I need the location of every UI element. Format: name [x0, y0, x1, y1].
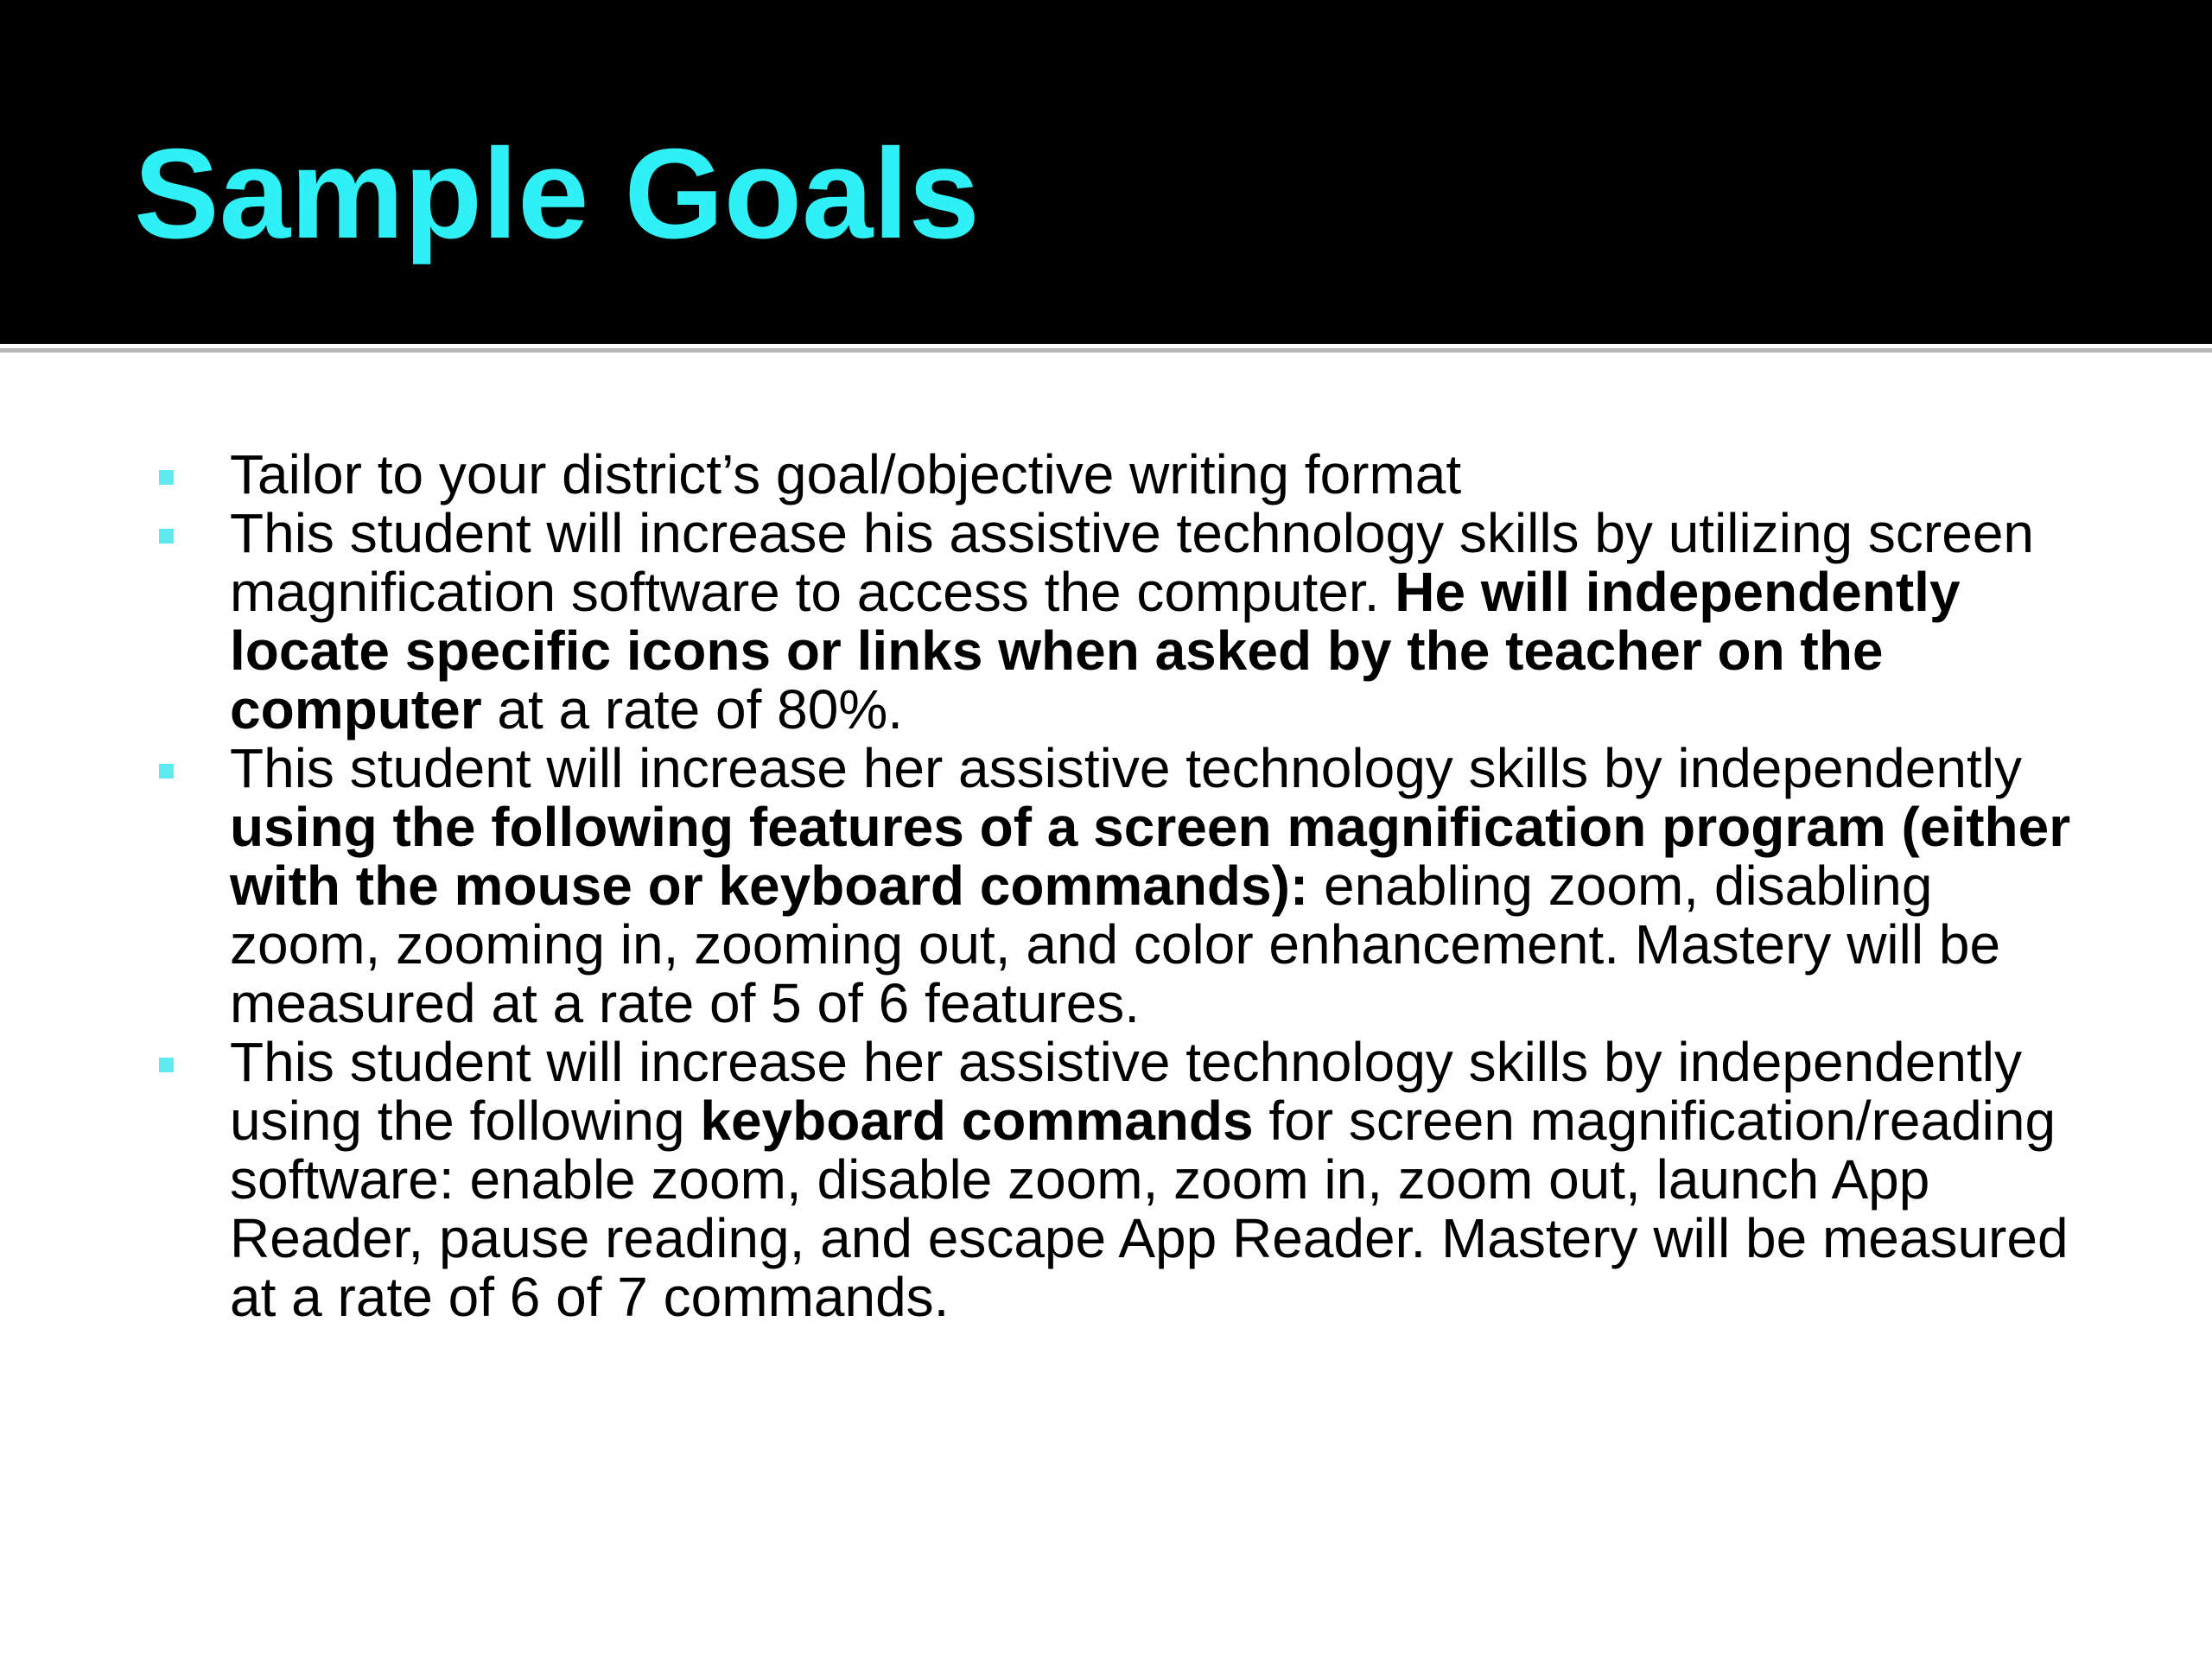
bullet-item-goal-features: [0, 739, 2096, 1033]
bullet-item-goal-icons-links: [0, 504, 2096, 739]
square-bullet-icon: [159, 764, 174, 779]
bullet-bold-text: using the following features of a screen magnification program (either with the mouse or keyboard commands):: [230, 796, 2071, 917]
bullet-item-format: [0, 445, 2096, 504]
slide-title: Sample Goals: [134, 123, 980, 265]
title-divider: [0, 348, 2212, 353]
title-band: [0, 0, 2212, 344]
bullet-text: This student will increase his assistive technology skills by utilizing screen magnification software to access the computer.: [230, 502, 2034, 623]
bullet-list: [0, 445, 2212, 1326]
bullet-item-goal-keyboard: [0, 1033, 2096, 1326]
bullet-text: This student will increase her assistive technology skills by independently: [230, 737, 2022, 799]
bullet-bold-text: He will independently locate specific icons or links when asked by the teacher on the computer: [230, 561, 1961, 741]
square-bullet-icon: [159, 470, 174, 485]
bullet-text: Tailor to your district’s goal/objective writing format: [230, 443, 1462, 505]
square-bullet-icon: [159, 529, 174, 543]
bullet-text: enabling zoom, disabling zoom, zooming in, zooming out, and color enhancement. Mastery will be measured at a rate of 5 of 6 features.: [230, 855, 2001, 1034]
bullet-text: for screen magnification/reading software: enable zoom, disable zoom, zoom in, zoom out, launch App Reader, pause reading, and escape App Reader. Mastery will be measured at a rate of 6 of 7 commands.: [230, 1090, 2069, 1328]
bullet-text: at a rate of 80%.: [481, 678, 903, 741]
bullet-bold-text: keyboard commands: [700, 1090, 1254, 1152]
bullet-text: This student will increase her assistive technology skills by independently using the following: [230, 1031, 2022, 1152]
square-bullet-icon: [159, 1058, 174, 1072]
